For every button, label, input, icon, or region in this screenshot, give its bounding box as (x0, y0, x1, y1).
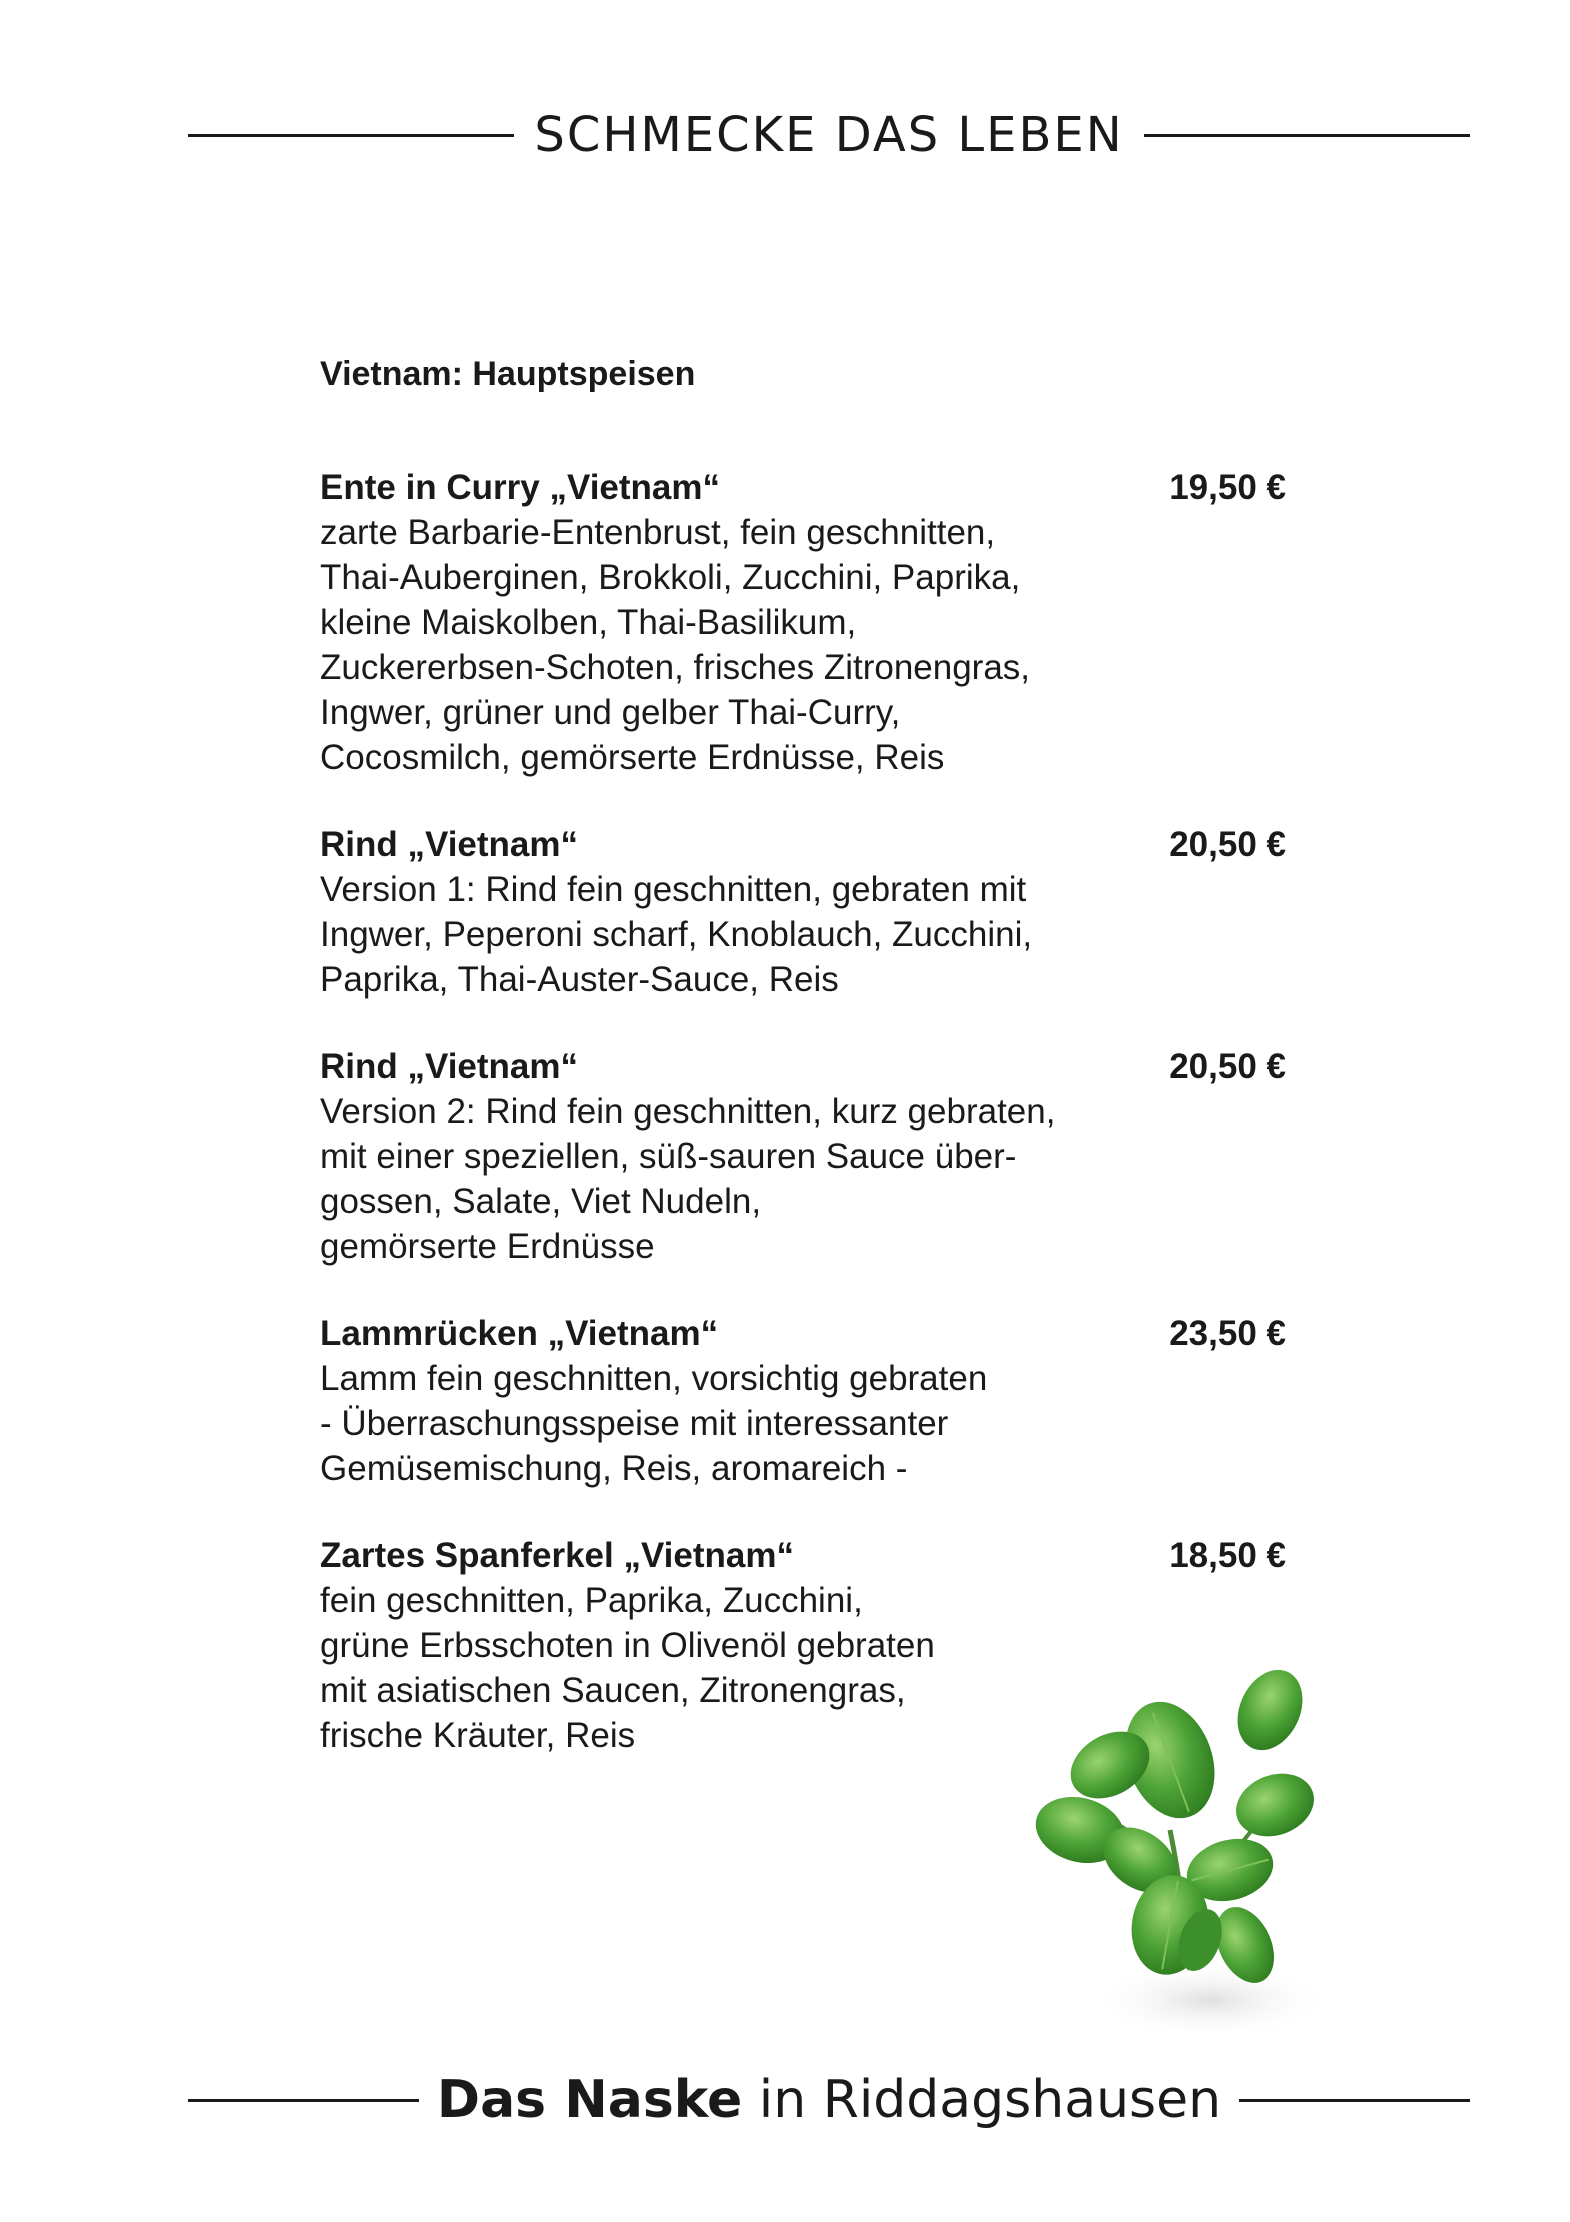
description-line: Version 1: Rind fein geschnitten, gebraten mit (320, 870, 1027, 909)
header-rule-left (188, 134, 514, 137)
item-price: 20,50 € (1169, 825, 1286, 864)
section-title: Vietnam: Hauptspeisen (320, 355, 696, 393)
menu-item (320, 1044, 1290, 1269)
description-line: Lamm fein geschnitten, vorsichtig gebraten (320, 1359, 988, 1398)
description-line: Zuckererbsen-Schoten, frisches Zitronengras, (320, 648, 1031, 687)
item-price: 18,50 € (1169, 1536, 1286, 1575)
description-line: zarte Barbarie-Entenbrust, fein geschnitten, (320, 513, 996, 552)
item-price: 23,50 € (1169, 1314, 1286, 1353)
menu-list (320, 465, 1290, 1800)
menu-item (320, 822, 1290, 1002)
item-name: Lammrücken „Vietnam“ (320, 1314, 719, 1353)
item-name: Rind „Vietnam“ (320, 825, 579, 864)
herb-oregano-icon (1020, 1640, 1350, 2060)
description-line: mit einer speziellen, süß-sauren Sauce über- (320, 1137, 1017, 1176)
item-price: 20,50 € (1169, 1047, 1286, 1086)
item-description (320, 1089, 1290, 1269)
page-header (188, 100, 1470, 170)
description-line: Cocosmilch, gemörserte Erdnüsse, Reis (320, 738, 945, 777)
header-title: SCHMECKE DAS LEBEN (534, 107, 1124, 163)
description-line: kleine Maiskolben, Thai-Basilikum, (320, 603, 857, 642)
footer-title (419, 2070, 1239, 2130)
description-line: gemörserte Erdnüsse (320, 1227, 655, 1266)
footer-rule-right (1239, 2099, 1470, 2102)
description-line: mit asiatischen Saucen, Zitronengras, (320, 1671, 906, 1710)
header-rule-right (1144, 134, 1470, 137)
description-line: Thai-Auberginen, Brokkoli, Zucchini, Paprika, (320, 558, 1021, 597)
footer-location: in Riddagshausen (742, 2070, 1222, 2130)
menu-item (320, 465, 1290, 780)
description-line: Ingwer, grüner und gelber Thai-Curry, (320, 693, 901, 732)
menu-item (320, 1311, 1290, 1491)
description-line: Gemüsemischung, Reis, aromareich - (320, 1449, 908, 1488)
description-line: - Überraschungsspeise mit interessanter (320, 1404, 949, 1443)
item-description (320, 867, 1290, 1002)
description-line: frische Kräuter, Reis (320, 1716, 636, 1755)
item-description (320, 1356, 1290, 1491)
item-name: Zartes Spanferkel „Vietnam“ (320, 1536, 794, 1575)
item-price: 19,50 € (1169, 468, 1286, 507)
description-line: fein geschnitten, Paprika, Zucchini, (320, 1581, 863, 1620)
footer-rule-left (188, 2099, 419, 2102)
description-line: gossen, Salate, Viet Nudeln, (320, 1182, 762, 1221)
description-line: Version 2: Rind fein geschnitten, kurz gebraten, (320, 1092, 1056, 1131)
item-name: Ente in Curry „Vietnam“ (320, 468, 721, 507)
description-line: Ingwer, Peperoni scharf, Knoblauch, Zucchini, (320, 915, 1033, 954)
item-description (320, 510, 1290, 780)
description-line: grüne Erbsschoten in Olivenöl gebraten (320, 1626, 935, 1665)
footer-restaurant-name: Das Naske (436, 2070, 743, 2130)
description-line: Paprika, Thai-Auster-Sauce, Reis (320, 960, 839, 999)
page-footer (188, 2065, 1470, 2135)
item-name: Rind „Vietnam“ (320, 1047, 579, 1086)
